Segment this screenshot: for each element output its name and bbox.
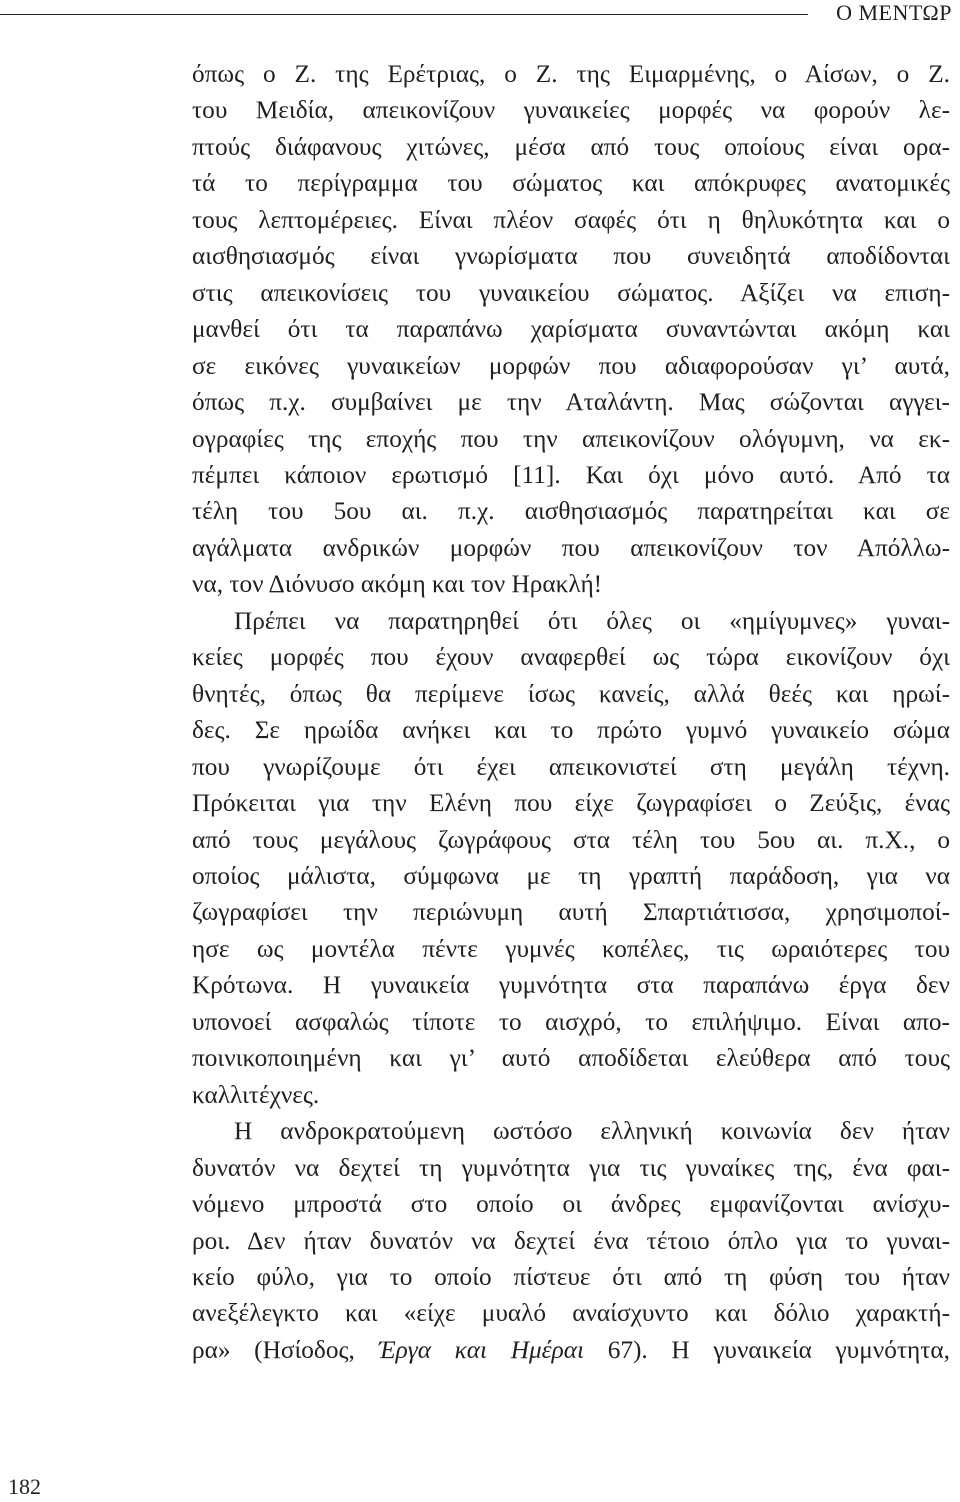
paragraph-2 (192, 603, 950, 1113)
book-title-italic: Έργα και Ημέραι (378, 1335, 585, 1364)
text-line: ογραφίες της εποχής που την απεικονίζουν ολόγυμνη, να εκ- (192, 424, 950, 453)
text-line: κείες μορφές που έχουν αναφερθεί ως τώρα εικονίζουν όχι (192, 643, 950, 672)
text-line: ανεξέλεγκτο και «είχε μυαλό αναίσχυντο και δόλιο χαρακτή- (192, 1299, 950, 1328)
text-line: όπως π.χ. συμβαίνει με την Αταλάντη. Μας σώζονται αγγει- (192, 388, 950, 417)
text-line: δυνατόν να δεχτεί τη γυμνότητα για τις γυναίκες της, ένα φαι- (192, 1153, 950, 1182)
body-text (192, 56, 950, 1368)
text-line: πέμπει κάποιον ερωτισμό [11]. Και όχι μόνο αυτό. Από τα (192, 460, 950, 489)
text-line: τους λεπτομέρειες. Είναι πλέον σαφές ότι η θηλυκότητα και ο (192, 205, 950, 234)
text-line: Πρόκειται για την Ελένη που είχε ζωγραφίσει ο Ζεύξις, ένας (192, 789, 950, 818)
text-line: σε εικόνες γυναικείων μορφών που αδιαφορούσαν γι’ αυτά, (192, 351, 950, 380)
text-line: του Μειδία, απεικονίζουν γυναικείες μορφές να φορούν λε- (192, 96, 950, 125)
text-line: μανθεί ότι τα παραπάνω χαρίσματα συναντώνται ακόμη και (192, 315, 950, 344)
text-line: αγάλματα ανδρικών μορφών που απεικονίζουν τον Απόλλω- (192, 533, 950, 562)
text-line: ησε ως μοντέλα πέντε γυμνές κοπέλες, τις ωραιότερες του (192, 934, 950, 963)
text-line: στις απεικονίσεις του γυναικείου σώματος. Αξίζει να επιση- (192, 278, 950, 307)
text-line: δες. Σε ηρωίδα ανήκει και το πρώτο γυμνό γυναικείο σώμα (192, 716, 950, 745)
text-line: Πρέπει να παρατηρηθεί ότι όλες οι «ημίγυμνες» γυναι- (234, 606, 950, 635)
text-line: από τους μεγάλους ζωγράφους στα τέλη του 5ου αι. π.Χ., ο (192, 825, 950, 854)
text-line: ροι. Δεν ήταν δυνατόν να δεχτεί ένα τέτοιο όπλο για το γυναι- (192, 1226, 950, 1255)
paragraph-1 (192, 56, 950, 603)
paragraph-3 (192, 1113, 950, 1368)
text-run: 67). Η γυναικεία γυμνότητα, (584, 1335, 950, 1364)
text-line: κείο φύλο, για το οποίο πίστευε ότι από τη φύση του ήταν (192, 1262, 950, 1291)
text-line-final (192, 1332, 950, 1368)
text-line: να, τον Διόνυσο ακόμη και τον Ηρακλή! (192, 570, 603, 599)
text-line: υπονοεί ασφαλώς τίποτε το αισχρό, το επιλήψιμο. Είναι απο- (192, 1007, 950, 1036)
running-header (0, 0, 960, 32)
text-run: ρα» (Ησίοδος, (192, 1335, 379, 1364)
header-rule (0, 14, 808, 15)
text-line: νόμενο μπροστά στο οποίο οι άνδρες εμφανίζονται ανίσχυ- (192, 1190, 950, 1219)
text-line: οποίος μάλιστα, σύμφωνα με τη γραπτή παράδοση, για να (192, 861, 950, 890)
text-line: τά το περίγραμμα του σώματος και απόκρυφες ανατομικές (192, 169, 950, 198)
text-line: Η ανδροκρατούμενη ωστόσο ελληνική κοινωνία δεν ήταν (234, 1117, 950, 1146)
text-line: καλλιτέχνες. (192, 1080, 320, 1109)
page-number: 182 (8, 1474, 41, 1499)
text-line: τέλη του 5ου αι. π.χ. αισθησιασμός παρατηρείται και σε (192, 497, 950, 526)
text-line: που γνωρίζουμε ότι έχει απεικονιστεί στη μεγάλη τέχνη. (192, 752, 950, 781)
text-line: όπως ο Ζ. της Ερέτριας, ο Ζ. της Ειμαρμένης, ο Αίσων, ο Ζ. (192, 60, 950, 88)
text-line: ποινικοποιημένη και γι’ αυτό αποδίδεται ελεύθερα από τους (192, 1044, 950, 1073)
text-line: Κρότωνα. Η γυναικεία γυμνότητα στα παραπάνω έργα δεν (192, 971, 950, 1000)
running-head-title: Ο ΜΕΝΤΩΡ (836, 0, 952, 25)
text-line: πτούς διάφανους χιτώνες, μέσα από τους οποίους είναι ορα- (192, 132, 950, 161)
text-line: ζωγραφίσει την περιώνυμη αυτή Σπαρτιάτισσα, χρησιμοποί- (192, 898, 950, 927)
text-line: αισθησιασμός είναι γνωρίσματα που συνειδητά αποδίδονται (192, 242, 950, 271)
text-line: θνητές, όπως θα περίμενε ίσως κανείς, αλλά θεές και ηρωί- (192, 679, 950, 708)
